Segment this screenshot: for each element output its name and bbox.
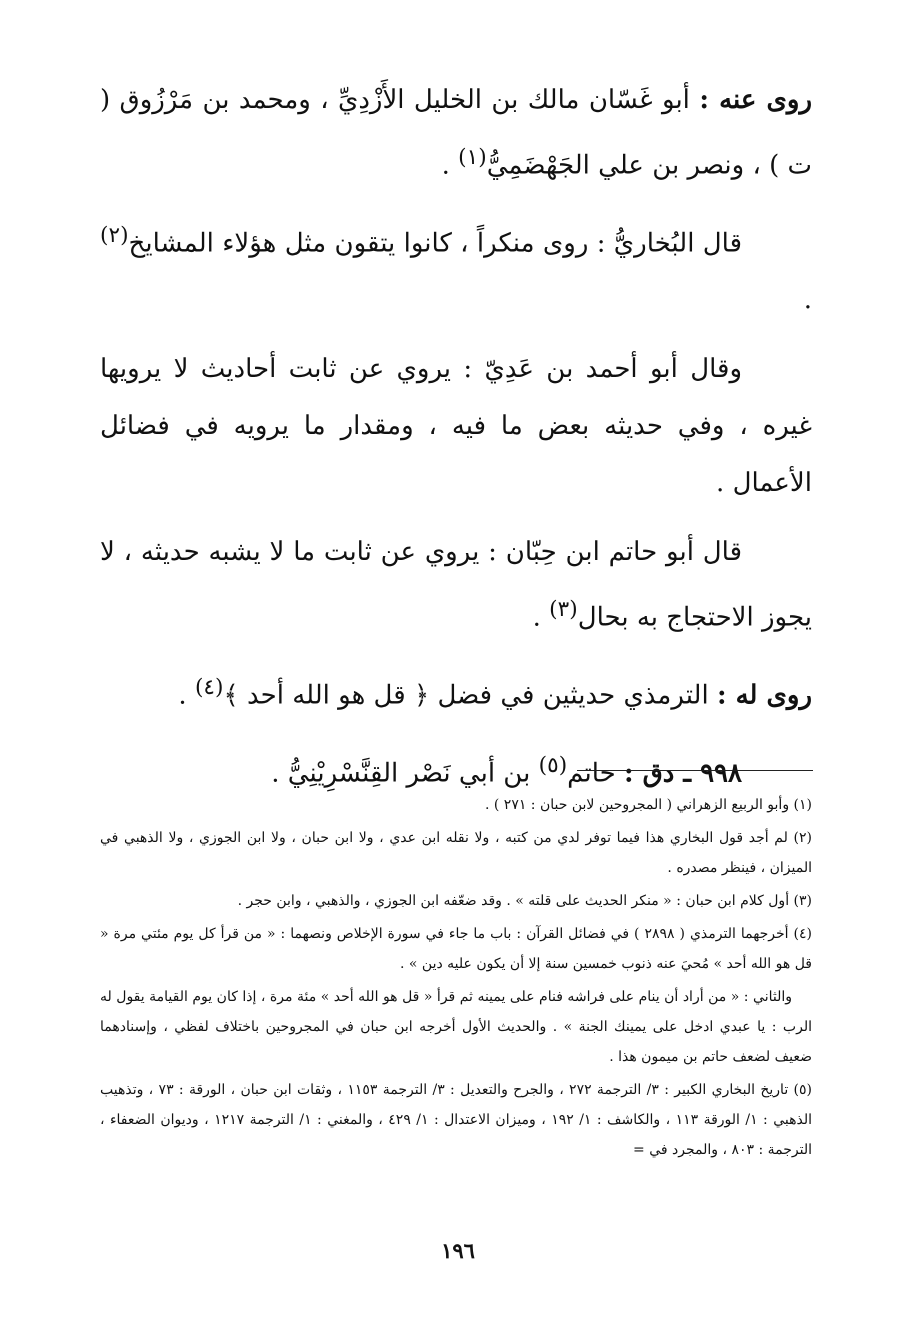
entry-name-rest: بن أبي نَصْر القِنَّسْرِيْنِيُّ . (271, 758, 531, 789)
paragraph-ibn-hibban (100, 524, 812, 647)
footnote-ref-3: (٣) (549, 597, 578, 623)
ibn-hibban-text: قال أبو حاتم ابن حِبّان : يروي عن ثابت ما لا يشبه حديثه ، لا يجوز الاحتجاج به بحال (100, 537, 812, 633)
footnote-ref-2: (٢) (100, 222, 129, 248)
narrators-text: أبو غَسّان مالك بن الخليل الأَزْدِيِّ ، ومحمد بن مَرْزُوق ( ت ) ، ونصر بن علي الجَهْضَمِيُّ (100, 85, 812, 181)
entry-number: ٩٩٨ ـ دق : (623, 758, 742, 789)
paragraph-ibn-adi (100, 341, 812, 512)
sentence-end: . (178, 680, 195, 711)
paragraph-narrated-by (100, 659, 812, 725)
footnote-ref-1: (١) (458, 145, 487, 170)
footnote-2: (٢) لم أجد قول البخاري هذا فيما توفر لدي من كتبه ، ولا نقله ابن عدي ، ولا ابن حبان ، ولا ابن الجوزي ، ولا الذهبي في الميزان ، فينظر مصدره . (100, 830, 812, 876)
main-text (100, 72, 812, 814)
footnote-3: (٣) أول كلام ابن حبان : « منكر الحديث على قلته » . وقد ضعّفه ابن الجوزي ، والذهبي ، وابن حجر . (237, 893, 812, 909)
sentence-end: . (532, 602, 550, 633)
footnote-divider (577, 770, 813, 771)
label-narrated-by: روى له : (716, 680, 812, 711)
footnote-4: (٤) أخرجهما الترمذي ( ٢٨٩٨ ) في فضائل القرآن : باب ما جاء في سورة الإخلاص ونصهما : « من قرأ كل يوم مئتي مرة « قل هو الله أحد » مُحيَ عنه ذنوب خمسين سنة إلا أن يكون عليه دين » . (100, 926, 812, 972)
paragraph-narrators (100, 72, 812, 195)
sentence-end: . (803, 285, 812, 316)
footnote-4-continued: والثاني : « من أراد أن ينام على فراشه فنام على يمينه ثم قرأ « قل هو الله أحد » مئة مرة ، إذا كان يوم القيامة يقول له الرب : يا عبدي ادخل على يمينك الجنة » . والحديث الأول أخرجه ابن حبان في المجروحين باختلاف لفظي ، وإسنادهما ضعيف لضعف حاتم بن ميمون هذا . (100, 989, 812, 1065)
paragraph-bukhari (100, 207, 812, 330)
footnote-5: (٥) تاريخ البخاري الكبير : ٣/ الترجمة ٢٧٢ ، والجرح والتعديل : ٣/ الترجمة ١١٥٣ ، وثقات ابن حبان ، الورقة : ٧٣ ، وتذهيب الذهبي : ١/ الورقة ١١٣ ، والكاشف : ١/ ١٩٢ ، وميزان الاعتدال : ١/ ٤٢٩ ، والمغني : ١/ الترجمة ١٢١٧ ، وديوان الضعفاء ، الترجمة : ٨٠٣ ، والمجرد في = (100, 1082, 813, 1158)
footnote-ref-4: (٤) (194, 674, 224, 700)
sentence-end: . (441, 150, 459, 181)
footnote-1: (١) وأبو الربيع الزهراني ( المجروحين لابن حبان : ٢٧١ ) . (484, 797, 812, 813)
footnotes (100, 790, 812, 1168)
ibn-adi-text: وقال أبو أحمد بن عَدِيّ : يروي عن ثابت أحاديث لا يرويها غيره ، وفي حديثه بعض ما فيه ، ومقدار ما يرويه في فضائل الأعمال . (100, 354, 812, 499)
page-number: ١٩٦ (441, 1238, 475, 1263)
narrated-by-text: الترمذي حديثين في فضل ﴿ قل هو الله أحد ﴾ (223, 680, 709, 711)
bukhari-text: قال البُخاريُّ : روى منكراً ، كانوا يتقون مثل هؤلاء المشايخ (128, 228, 742, 259)
entry-name: حاتم (567, 758, 616, 789)
footnote-ref-5: (٥) (538, 752, 568, 778)
label-narrated-from-him: روى عنه : (699, 85, 813, 115)
